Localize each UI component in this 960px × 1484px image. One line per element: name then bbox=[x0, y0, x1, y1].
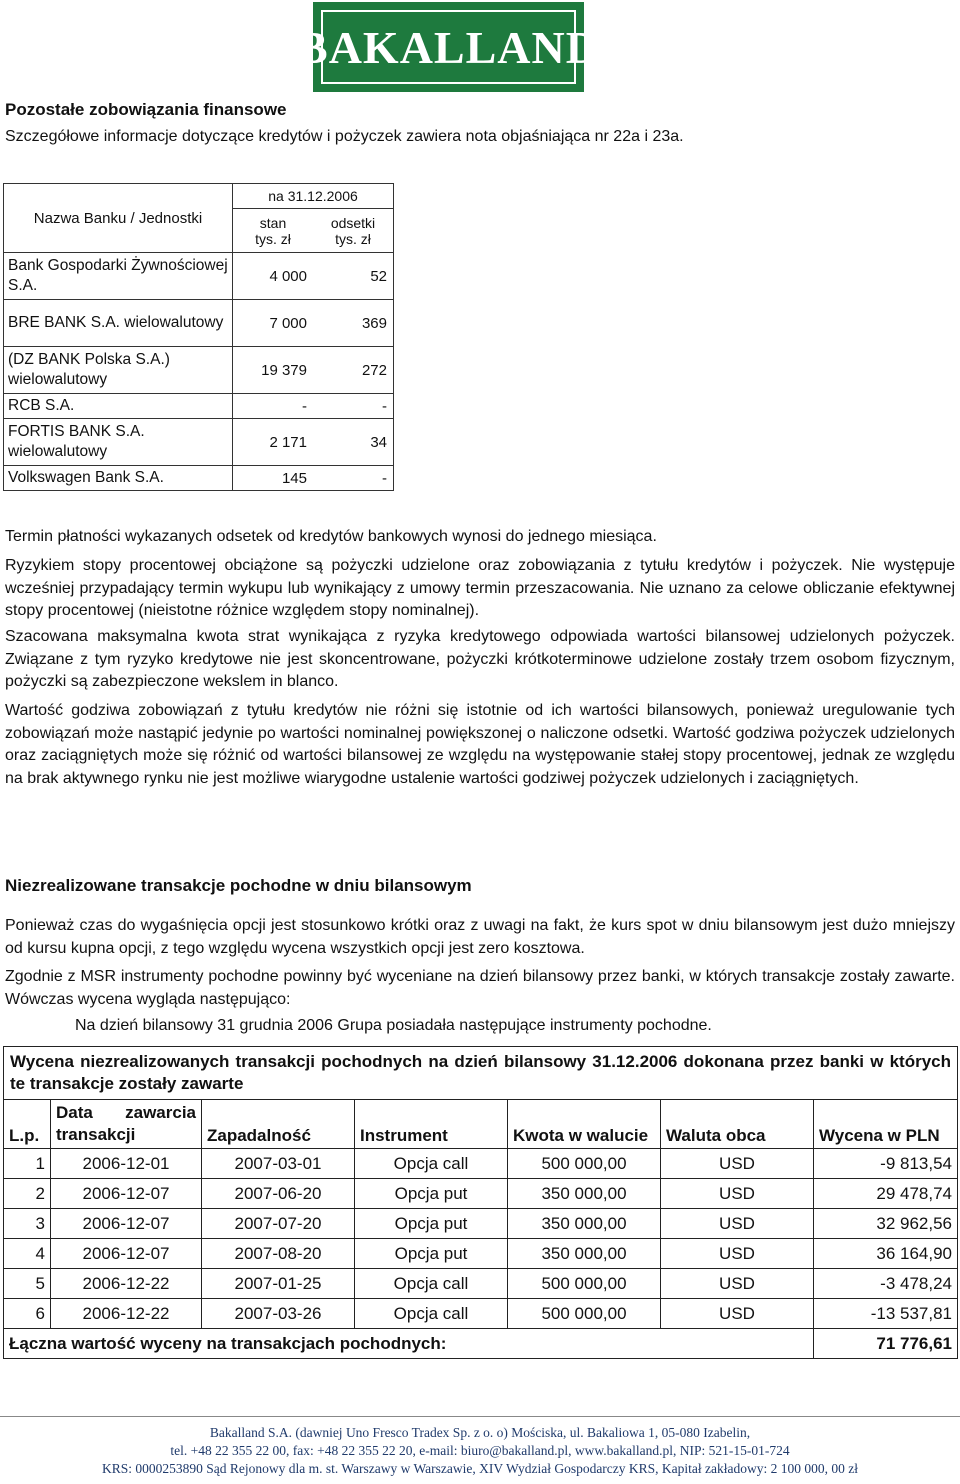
col-lp: L.p. bbox=[4, 1100, 51, 1149]
row-currency: USD bbox=[661, 1179, 814, 1209]
loans-header-stan bbox=[233, 209, 314, 253]
logo-text: BAKALLAND bbox=[297, 21, 600, 73]
row-amount: 500 000,00 bbox=[508, 1149, 661, 1179]
col-amount: Kwota w walucie bbox=[508, 1100, 661, 1149]
row-valuation: -3 478,24 bbox=[814, 1269, 958, 1299]
paragraph-credit-risk: Szacowana maksymalna kwota strat wynikająca z ryzyka kredytowego odpowiada wartości bilansowej udzielonych pożyczek. Związane z tym ryzyko kredytowe nie jest skoncentrowane, pożyczki krótkoterminowe udzielone zostały trzem osobom fizycznym, pożyczki są zabezpieczone wekslem in blanco. bbox=[5, 628, 955, 690]
row-maturity: 2007-03-01 bbox=[202, 1149, 355, 1179]
loans-header-ods-unit: tys. zł bbox=[335, 230, 371, 247]
row-amount: 500 000,00 bbox=[508, 1269, 661, 1299]
paragraph-fair-value: Wartość godziwa zobowiązań z tytułu kredytów nie różni się istotnie od ich wartości bilansowych, ponieważ uregulowanie tych zobowiązań może nastąpić jedynie po wartości nominalnej powiększonej o naliczone odsetki. Wartość godziwa pożyczek udzielonych oraz zaciągniętych może się różnić od wartości bilansowej ze względu na występowanie stałej stopy procentowej, jednak ze względu na brak aktywnego rynku nie jest możliwe wiarygodne ustalenie wartości godziwej pożyczek udzielonych i zaciągniętych. bbox=[5, 702, 955, 787]
row-date: 2006-12-07 bbox=[51, 1209, 202, 1239]
row-currency: USD bbox=[661, 1269, 814, 1299]
row-lp: 1 bbox=[4, 1149, 51, 1179]
row-valuation: 36 164,90 bbox=[814, 1239, 958, 1269]
loans-table bbox=[3, 183, 394, 491]
row-lp: 5 bbox=[4, 1269, 51, 1299]
row-date: 2006-12-07 bbox=[51, 1239, 202, 1269]
loan-odsetki: 52 bbox=[313, 253, 394, 300]
table-row bbox=[4, 1269, 958, 1299]
loans-header-date: na 31.12.2006 bbox=[233, 184, 394, 209]
loan-stan: 145 bbox=[233, 466, 314, 491]
loans-header-bank: Nazwa Banku / Jednostki bbox=[4, 184, 233, 253]
footer-registration: KRS: 0000253890 Sąd Rejonowy dla m. st. Warszawy w Warszawie, XIV Wydział Gospodarczy KRS, Kapitał zakładowy: 2 100 000, 00 zł bbox=[101, 1461, 859, 1476]
paragraph-options-zero-cost: Ponieważ czas do wygaśnięcia opcji jest stosunkowo krótki oraz z uwagi na fakt, że kurs spot w dniu bilansowym jest dużo mniejszy od kursu kupna opcji, z tego względu wycena wszystkich opcji jest zero kosztowa. bbox=[5, 917, 955, 957]
row-currency: USD bbox=[661, 1299, 814, 1329]
derivatives-table bbox=[3, 1046, 958, 1359]
section-title-derivatives: Niezrealizowane transakcje pochodne w dniu bilansowym bbox=[5, 876, 472, 895]
loan-bank: BRE BANK S.A. wielowalutowy bbox=[4, 300, 233, 347]
row-amount: 350 000,00 bbox=[508, 1179, 661, 1209]
loans-header-stan-label: stan bbox=[259, 214, 287, 231]
row-lp: 3 bbox=[4, 1209, 51, 1239]
col-instrument: Instrument bbox=[355, 1100, 508, 1149]
row-maturity: 2007-01-25 bbox=[202, 1269, 355, 1299]
loans-header-odsetki bbox=[313, 209, 394, 253]
row-amount: 350 000,00 bbox=[508, 1239, 661, 1269]
loan-odsetki: 272 bbox=[313, 347, 394, 394]
row-date: 2006-12-01 bbox=[51, 1149, 202, 1179]
derivatives-table-wrapper bbox=[3, 1046, 958, 1359]
table-row bbox=[4, 1179, 958, 1209]
loan-odsetki: 369 bbox=[313, 300, 394, 347]
derivatives-total-label: Łączna wartość wyceny na transakcjach pochodnych: bbox=[4, 1329, 814, 1359]
loan-stan: 7 000 bbox=[233, 300, 314, 347]
row-instrument: Opcja call bbox=[355, 1299, 508, 1329]
row-amount: 500 000,00 bbox=[508, 1299, 661, 1329]
table-row bbox=[4, 1239, 958, 1269]
loan-bank: Bank Gospodarki Żywnościowej S.A. bbox=[4, 253, 233, 300]
row-valuation: 32 962,56 bbox=[814, 1209, 958, 1239]
loans-header-stan-unit: tys. zł bbox=[255, 230, 291, 247]
row-instrument: Opcja put bbox=[355, 1179, 508, 1209]
loan-bank: FORTIS BANK S.A. wielowalutowy bbox=[4, 419, 233, 466]
loan-stan: 2 171 bbox=[233, 419, 314, 466]
footer-address: Bakalland S.A. (dawniej Uno Fresco Tradex Sp. z o. o) Mościska, ul. Bakaliowa 1, 05-080 Izabelin, bbox=[209, 1425, 751, 1440]
row-date: 2006-12-22 bbox=[51, 1269, 202, 1299]
table-row bbox=[4, 1149, 958, 1179]
row-lp: 6 bbox=[4, 1299, 51, 1329]
table-row bbox=[4, 1299, 958, 1329]
row-date: 2006-12-22 bbox=[51, 1299, 202, 1329]
col-currency: Waluta obca bbox=[661, 1100, 814, 1149]
loan-bank: Volkswagen Bank S.A. bbox=[4, 466, 233, 491]
section-title-liabilities: Pozostałe zobowiązania finansowe bbox=[5, 100, 287, 119]
row-instrument: Opcja call bbox=[355, 1149, 508, 1179]
col-valuation: Wycena w PLN bbox=[814, 1100, 958, 1149]
row-maturity: 2007-07-20 bbox=[202, 1209, 355, 1239]
loan-odsetki: - bbox=[313, 466, 394, 491]
loan-stan: 4 000 bbox=[233, 253, 314, 300]
loan-bank: (DZ BANK Polska S.A.) wielowalutowy bbox=[4, 347, 233, 394]
row-date: 2006-12-07 bbox=[51, 1179, 202, 1209]
row-maturity: 2007-03-26 bbox=[202, 1299, 355, 1329]
row-lp: 2 bbox=[4, 1179, 51, 1209]
col-maturity: Zapadalność bbox=[202, 1100, 355, 1149]
row-currency: USD bbox=[661, 1149, 814, 1179]
row-instrument: Opcja call bbox=[355, 1269, 508, 1299]
row-lp: 4 bbox=[4, 1239, 51, 1269]
row-instrument: Opcja put bbox=[355, 1209, 508, 1239]
paragraph-interest-rate-risk: Ryzykiem stopy procentowej obciążone są pożyczki udzielone oraz zobowiązania z tytułu kredytów i pożyczek. Nie występuje wcześniej przypadający termin wykupu lub wynikający z umowy termin przeszacowania. Nie uznano za celowe obliczanie efektywnej stopy procentowej (nieistotne różnice względem stopy nominalnej). bbox=[5, 557, 955, 619]
col-date: Data zawarcia transakcji bbox=[51, 1100, 202, 1149]
derivatives-total-value: 71 776,61 bbox=[814, 1329, 958, 1359]
paragraph-interest-terms: Termin płatności wykazanych odsetek od kredytów bankowych wynosi do jednego miesiąca. bbox=[5, 528, 657, 545]
loan-stan: - bbox=[233, 394, 314, 419]
derivatives-caption: Wycena niezrealizowanych transakcji pochodnych na dzień bilansowy 31.12.2006 dokonana przez banki w których te transakcje zostały zawarte bbox=[4, 1047, 958, 1100]
paragraph-msr-valuation: Zgodnie z MSR instrumenty pochodne powinny być wyceniane na dzień bilansowy przez banki, w których transakcje zostały zawarte. Wówczas wycena wygląda następująco: bbox=[5, 968, 955, 1008]
loan-bank: RCB S.A. bbox=[4, 394, 233, 419]
row-instrument: Opcja put bbox=[355, 1239, 508, 1269]
company-footer bbox=[0, 1416, 960, 1478]
footer-contact: tel. +48 22 355 22 00, fax: +48 22 355 22 20, e-mail: biuro@bakalland.pl, www.bakalland.pl, NIP: 521-15-01-724 bbox=[170, 1443, 790, 1458]
row-valuation: 29 478,74 bbox=[814, 1179, 958, 1209]
row-valuation: -13 537,81 bbox=[814, 1299, 958, 1329]
row-maturity: 2007-08-20 bbox=[202, 1239, 355, 1269]
liabilities-intro: Szczegółowe informacje dotyczące kredytów i pożyczek zawiera nota objaśniająca nr 22a i 23a. bbox=[5, 128, 684, 145]
row-amount: 350 000,00 bbox=[508, 1209, 661, 1239]
loans-header-ods-label: odsetki bbox=[330, 214, 376, 231]
loan-stan: 19 379 bbox=[233, 347, 314, 394]
row-currency: USD bbox=[661, 1209, 814, 1239]
table-row bbox=[4, 1209, 958, 1239]
bakalland-logo bbox=[297, 2, 600, 92]
loan-odsetki: - bbox=[313, 394, 394, 419]
row-currency: USD bbox=[661, 1239, 814, 1269]
row-maturity: 2007-06-20 bbox=[202, 1179, 355, 1209]
loan-odsetki: 34 bbox=[313, 419, 394, 466]
row-valuation: -9 813,54 bbox=[814, 1149, 958, 1179]
paragraph-instruments-held: Na dzień bilansowy 31 grudnia 2006 Grupa posiadała następujące instrumenty pochodne. bbox=[75, 1017, 712, 1034]
